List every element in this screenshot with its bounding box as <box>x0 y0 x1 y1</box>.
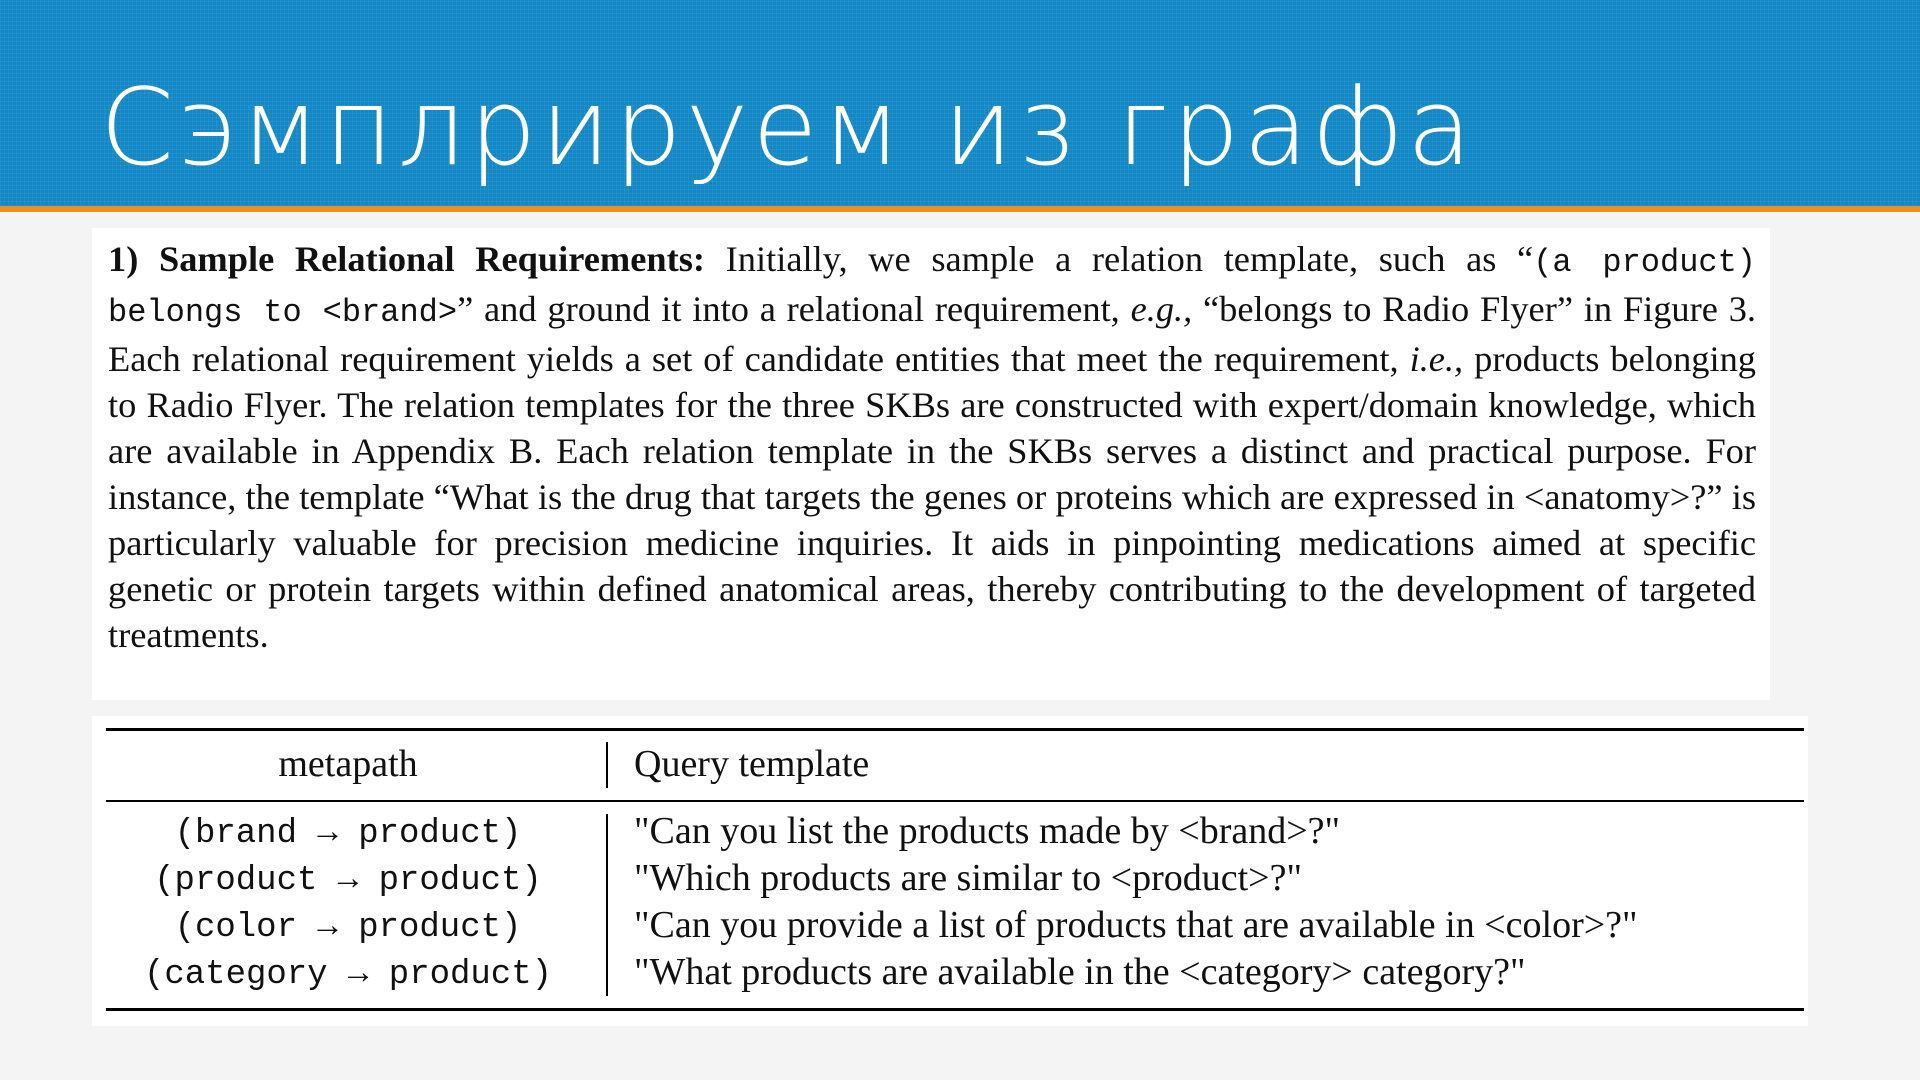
excerpt-text-4: products belonging to Radio Flyer. The relation templates for the three SKBs are constructed with expert/domain knowledge, which are available in Appendix B. Each relation template in the SKBs serves a distinct and practical purpose. For instance, the template “What is the drug that targets the genes or proteins which are expressed in <anatomy>?” is particularly valuable for precision medicine inquiries. It aids in pinpointing medications aimed at specific genetic or protein targets within defined anatomical areas, thereby contributing to the development of targeted treatments. <box>108 339 1756 655</box>
slide-title: Сэмплрируем из графа <box>100 66 1476 189</box>
metapath-cell: (product → product) <box>154 862 542 900</box>
query-template-cell: "Can you provide a list of products that are available in <color>?" <box>634 904 1638 946</box>
header-metapath: metapath <box>278 743 418 785</box>
metapath-column <box>92 811 604 999</box>
paper-excerpt <box>92 228 1770 700</box>
query-template-table <box>92 716 1808 1026</box>
excerpt-heading: 1) Sample Relational Requirements: <box>108 239 706 279</box>
query-template-cell: "Can you list the products made by <brand>?" <box>634 810 1341 852</box>
excerpt-ie: i.e., <box>1409 339 1464 379</box>
excerpt-text-1: Initially, we sample a relation template, such as “ <box>705 239 1534 279</box>
excerpt-text-3: “belongs to Radio Flyer” in Figure 3. Each relational requirement yields a set of candidate entities that meet the requirement, <box>108 289 1756 379</box>
metapath-cell: (category → product) <box>143 956 553 994</box>
excerpt-text-2: ” and ground it into a relational requirement, <box>457 289 1131 329</box>
body-column-separator <box>606 814 608 996</box>
header-column-separator <box>606 742 608 788</box>
metapath-cell: (brand → product) <box>174 815 522 853</box>
table-header-rule <box>106 800 1804 802</box>
query-template-column <box>634 808 1638 996</box>
metapath-cell: (color → product) <box>174 909 522 947</box>
query-template-cell: "What products are available in the <category> category?" <box>634 951 1526 993</box>
slide-header <box>0 0 1920 206</box>
header-accent-rule <box>0 206 1920 212</box>
table-top-rule <box>106 728 1804 731</box>
excerpt-code-template: (a product) belongs to <brand> <box>108 244 1757 331</box>
header-query-template: Query template <box>634 743 870 785</box>
query-template-cell: "Which products are similar to <product>?" <box>634 857 1302 899</box>
table-bottom-rule <box>106 1008 1804 1011</box>
excerpt-eg: e.g., <box>1130 289 1193 329</box>
excerpt-paragraph <box>108 236 1756 658</box>
